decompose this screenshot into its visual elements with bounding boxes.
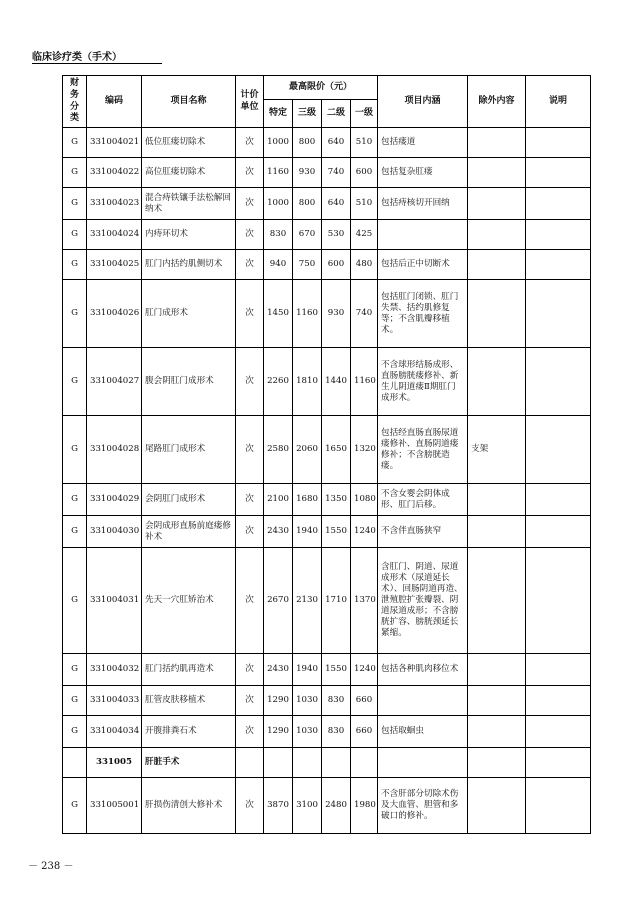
- price-tier3-cell: 1810: [293, 348, 322, 416]
- price-tier2-cell: 600: [322, 250, 351, 280]
- name-cell: 肝损伤清创大修补术: [142, 778, 236, 834]
- price-tier2-cell: 1550: [322, 516, 351, 548]
- category-cell: G: [63, 220, 87, 250]
- price-special-cell: 2260: [264, 348, 293, 416]
- name-cell: 会阴成形直肠前庭瘘修补术: [142, 516, 236, 548]
- unit-cell: 次: [236, 416, 264, 484]
- exclusion-cell: [468, 778, 526, 834]
- content-cell: 包括后正中切断术: [378, 250, 468, 280]
- price-tier1-cell: 510: [351, 188, 378, 220]
- code-cell: 331004030: [87, 516, 142, 548]
- header-tier-2: 二级: [322, 100, 351, 128]
- code-cell: 331004025: [87, 250, 142, 280]
- table-row: [63, 484, 591, 516]
- category-cell: G: [63, 188, 87, 220]
- name-cell: 肛管皮肤移植术: [142, 686, 236, 716]
- header-code: 编码: [87, 76, 142, 128]
- category-cell: G: [63, 516, 87, 548]
- category-cell: G: [63, 484, 87, 516]
- price-tier3-cell: 800: [293, 188, 322, 220]
- code-cell: 331004022: [87, 158, 142, 188]
- table-row: [63, 158, 591, 188]
- table-row: [63, 416, 591, 484]
- table-row: [63, 716, 591, 748]
- code-cell: 331004028: [87, 416, 142, 484]
- price-tier1-cell: 1240: [351, 516, 378, 548]
- price-tier2-cell: 640: [322, 188, 351, 220]
- price-tier2-cell: 1710: [322, 548, 351, 654]
- price-tier3-cell: 1680: [293, 484, 322, 516]
- table-row: [63, 188, 591, 220]
- header-unit: 计价单位: [236, 76, 264, 128]
- table-row: [63, 220, 591, 250]
- name-cell: 肛门内括约肌侧切术: [142, 250, 236, 280]
- exclusion-cell: [468, 716, 526, 748]
- note-cell: [526, 128, 591, 158]
- price-special-cell: 830: [264, 220, 293, 250]
- section-code-cell: 331005: [87, 748, 142, 778]
- note-cell: [526, 416, 591, 484]
- exclusion-cell: 支架: [468, 416, 526, 484]
- code-cell: 331004032: [87, 654, 142, 686]
- price-tier1-cell: 600: [351, 158, 378, 188]
- name-cell: 肛门括约肌再造术: [142, 654, 236, 686]
- header-name: 项目名称: [142, 76, 236, 128]
- note-cell: [526, 188, 591, 220]
- price-tier3-cell: 1030: [293, 716, 322, 748]
- table-row: [63, 348, 591, 416]
- price-tier2-cell: 830: [322, 716, 351, 748]
- note-cell: [526, 250, 591, 280]
- content-cell: 不含女婴会阴体成形、肛门后移。: [378, 484, 468, 516]
- price-tier2-cell: 830: [322, 686, 351, 716]
- category-cell: G: [63, 416, 87, 484]
- unit-cell: 次: [236, 128, 264, 158]
- header-exclusion: 除外内容: [468, 76, 526, 128]
- unit-cell: 次: [236, 484, 264, 516]
- price-special-cell: 1000: [264, 188, 293, 220]
- category-cell: G: [63, 250, 87, 280]
- price-tier1-cell: 740: [351, 280, 378, 348]
- table-body: [63, 128, 591, 834]
- unit-cell: 次: [236, 548, 264, 654]
- exclusion-cell: [468, 280, 526, 348]
- unit-cell: 次: [236, 220, 264, 250]
- table-row: [63, 548, 591, 654]
- category-cell: G: [63, 686, 87, 716]
- content-cell: 包括取蛔虫: [378, 716, 468, 748]
- table-row: [63, 778, 591, 834]
- header-tier-1: 一级: [351, 100, 378, 128]
- code-cell: 331004033: [87, 686, 142, 716]
- price-special-cell: 2430: [264, 516, 293, 548]
- table-row: [63, 654, 591, 686]
- code-cell: 331004027: [87, 348, 142, 416]
- price-tier3-cell: 1940: [293, 516, 322, 548]
- code-cell: 331004034: [87, 716, 142, 748]
- price-tier3-cell: 3100: [293, 778, 322, 834]
- price-tier1-cell: 660: [351, 686, 378, 716]
- content-cell: 包括复杂肛瘘: [378, 158, 468, 188]
- price-special-cell: 1290: [264, 716, 293, 748]
- name-cell: 混合痔铁镶手法松解回纳术: [142, 188, 236, 220]
- name-cell: 开腹排粪石术: [142, 716, 236, 748]
- category-cell: G: [63, 778, 87, 834]
- section-empty-cell: [378, 748, 468, 778]
- unit-cell: 次: [236, 250, 264, 280]
- price-special-cell: 3870: [264, 778, 293, 834]
- name-cell: 会阴肛门成形术: [142, 484, 236, 516]
- section-empty-cell: [351, 748, 378, 778]
- price-special-cell: 2430: [264, 654, 293, 686]
- section-empty-cell: [293, 748, 322, 778]
- exclusion-cell: [468, 548, 526, 654]
- price-special-cell: 2100: [264, 484, 293, 516]
- code-cell: 331004023: [87, 188, 142, 220]
- section-empty-cell: [526, 748, 591, 778]
- price-tier3-cell: 2130: [293, 548, 322, 654]
- exclusion-cell: [468, 220, 526, 250]
- header-note: 说明: [526, 76, 591, 128]
- price-tier1-cell: 1370: [351, 548, 378, 654]
- name-cell: 尾路肛门成形术: [142, 416, 236, 484]
- exclusion-cell: [468, 188, 526, 220]
- price-tier1-cell: 1240: [351, 654, 378, 686]
- price-special-cell: 1000: [264, 128, 293, 158]
- name-cell: 低位肛瘘切除术: [142, 128, 236, 158]
- exclusion-cell: [468, 348, 526, 416]
- name-cell: 先天一穴肛矫治术: [142, 548, 236, 654]
- content-cell: [378, 220, 468, 250]
- price-tier1-cell: 1160: [351, 348, 378, 416]
- price-tier1-cell: 510: [351, 128, 378, 158]
- name-cell: 内痔环切术: [142, 220, 236, 250]
- price-tier3-cell: 670: [293, 220, 322, 250]
- exclusion-cell: [468, 654, 526, 686]
- exclusion-cell: [468, 158, 526, 188]
- price-tier2-cell: 1550: [322, 654, 351, 686]
- price-tier1-cell: 660: [351, 716, 378, 748]
- price-special-cell: 1450: [264, 280, 293, 348]
- price-tier2-cell: 2480: [322, 778, 351, 834]
- note-cell: [526, 220, 591, 250]
- category-cell: G: [63, 158, 87, 188]
- unit-cell: 次: [236, 778, 264, 834]
- unit-cell: 次: [236, 654, 264, 686]
- price-tier3-cell: 2060: [293, 416, 322, 484]
- price-special-cell: 2580: [264, 416, 293, 484]
- header-rule: [32, 63, 162, 64]
- section-row: [63, 748, 591, 778]
- price-tier2-cell: 930: [322, 280, 351, 348]
- price-tier3-cell: 1160: [293, 280, 322, 348]
- price-special-cell: 1160: [264, 158, 293, 188]
- unit-cell: 次: [236, 686, 264, 716]
- exclusion-cell: [468, 128, 526, 158]
- header-category: 财务分类: [63, 76, 87, 128]
- price-tier2-cell: 1440: [322, 348, 351, 416]
- unit-cell: 次: [236, 188, 264, 220]
- unit-cell: 次: [236, 716, 264, 748]
- unit-cell: 次: [236, 348, 264, 416]
- note-cell: [526, 778, 591, 834]
- code-cell: 331005001: [87, 778, 142, 834]
- price-tier3-cell: 1940: [293, 654, 322, 686]
- section-empty-cell: [236, 748, 264, 778]
- header-content: 项目内涵: [378, 76, 468, 128]
- header-tier-3: 三级: [293, 100, 322, 128]
- price-tier1-cell: 1080: [351, 484, 378, 516]
- category-cell: G: [63, 280, 87, 348]
- price-tier2-cell: 1650: [322, 416, 351, 484]
- note-cell: [526, 654, 591, 686]
- price-table: [62, 75, 591, 834]
- note-cell: [526, 686, 591, 716]
- page-header: 临床诊疗类（手术）: [32, 52, 122, 63]
- unit-cell: 次: [236, 158, 264, 188]
- table-row: [63, 686, 591, 716]
- section-category-cell: [63, 748, 87, 778]
- price-special-cell: 940: [264, 250, 293, 280]
- code-cell: 331004029: [87, 484, 142, 516]
- name-cell: 腹会阴肛门成形术: [142, 348, 236, 416]
- content-cell: 不含肝部分切除术伤及大血管、胆管和多破口的修补。: [378, 778, 468, 834]
- table-row: [63, 516, 591, 548]
- price-tier1-cell: 480: [351, 250, 378, 280]
- section-name-cell: 肝脏手术: [142, 748, 236, 778]
- category-cell: G: [63, 548, 87, 654]
- content-cell: 包括痔核切开回纳: [378, 188, 468, 220]
- exclusion-cell: [468, 686, 526, 716]
- exclusion-cell: [468, 516, 526, 548]
- content-cell: 含肛门、阴道、尿道成形术（尿道延长术）、回肠阴道再造、泄殖腔扩张瓣裂、阴道尿道成形；不含膀胱扩容、膀胱颈延长紧缩。: [378, 548, 468, 654]
- note-cell: [526, 280, 591, 348]
- note-cell: [526, 348, 591, 416]
- note-cell: [526, 716, 591, 748]
- content-cell: 包括肛门闭锁、肛门失禁、括约肌修复等；不含肌瓣移植术。: [378, 280, 468, 348]
- category-cell: G: [63, 128, 87, 158]
- exclusion-cell: [468, 484, 526, 516]
- table-row: [63, 280, 591, 348]
- code-cell: 331004021: [87, 128, 142, 158]
- content-cell: 包括瘘道: [378, 128, 468, 158]
- price-tier3-cell: 800: [293, 128, 322, 158]
- price-tier2-cell: 640: [322, 128, 351, 158]
- unit-cell: 次: [236, 280, 264, 348]
- price-tier2-cell: 530: [322, 220, 351, 250]
- content-cell: 不含伴直肠狭窄: [378, 516, 468, 548]
- header-max-price: 最高限价（元）: [264, 76, 378, 100]
- header-tier-special: 特定: [264, 100, 293, 128]
- price-special-cell: 1290: [264, 686, 293, 716]
- unit-cell: 次: [236, 516, 264, 548]
- price-tier3-cell: 930: [293, 158, 322, 188]
- price-special-cell: 2670: [264, 548, 293, 654]
- price-tier1-cell: 425: [351, 220, 378, 250]
- category-cell: G: [63, 654, 87, 686]
- price-tier1-cell: 1320: [351, 416, 378, 484]
- code-cell: 331004024: [87, 220, 142, 250]
- section-empty-cell: [468, 748, 526, 778]
- category-cell: G: [63, 348, 87, 416]
- category-cell: G: [63, 716, 87, 748]
- content-cell: 包括各种肌肉移位术: [378, 654, 468, 686]
- table-row: [63, 128, 591, 158]
- note-cell: [526, 516, 591, 548]
- content-cell: [378, 686, 468, 716]
- table-row: [63, 250, 591, 280]
- name-cell: 高位肛瘘切除术: [142, 158, 236, 188]
- exclusion-cell: [468, 250, 526, 280]
- code-cell: 331004031: [87, 548, 142, 654]
- code-cell: 331004026: [87, 280, 142, 348]
- name-cell: 肛门成形术: [142, 280, 236, 348]
- note-cell: [526, 484, 591, 516]
- price-tier3-cell: 1030: [293, 686, 322, 716]
- price-tier1-cell: 1980: [351, 778, 378, 834]
- content-cell: 不含球形结肠成形、直肠膀胱瘘修补、新生儿阴道瘘Ⅱ期肛门成形术。: [378, 348, 468, 416]
- note-cell: [526, 548, 591, 654]
- section-empty-cell: [322, 748, 351, 778]
- price-tier2-cell: 740: [322, 158, 351, 188]
- page-number: － 238 －: [28, 861, 74, 872]
- price-tier2-cell: 1350: [322, 484, 351, 516]
- section-empty-cell: [264, 748, 293, 778]
- price-tier3-cell: 750: [293, 250, 322, 280]
- content-cell: 包括经直肠直肠尿道瘘修补、直肠阴道瘘修补；不含膀胱造瘘。: [378, 416, 468, 484]
- note-cell: [526, 158, 591, 188]
